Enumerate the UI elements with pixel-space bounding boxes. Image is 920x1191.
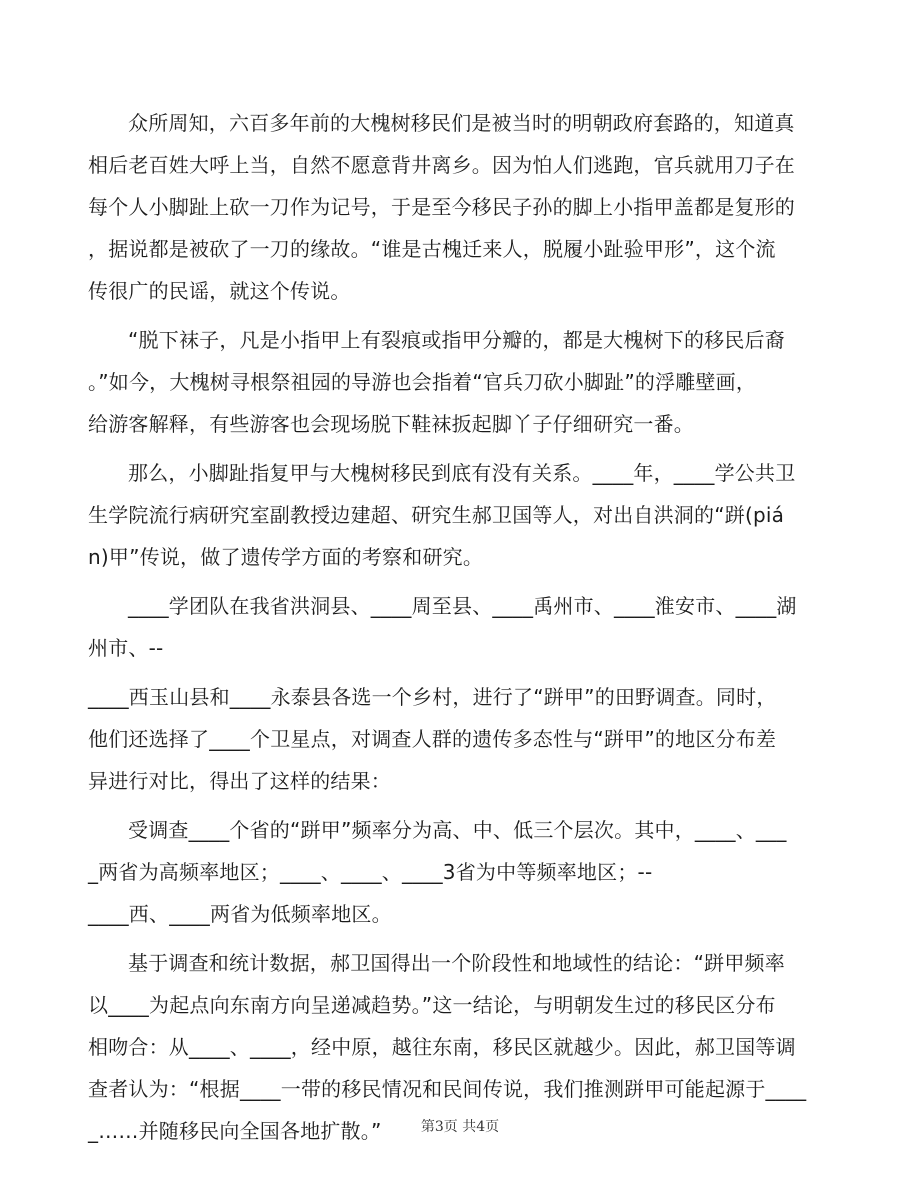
text-line: 州市、-- [88, 636, 164, 660]
text-line: 异进行对比，得出了这样的结果： [88, 769, 391, 793]
document-body [88, 102, 832, 1159]
paragraph-6 [88, 809, 832, 935]
text-line: 传很广的民谣，就这个传说。 [88, 279, 351, 303]
text-line: ____西玉山县和____永泰县各选一个乡村，进行了“跰甲”的田野调查。同时， [88, 685, 777, 709]
paragraph-4 [88, 585, 832, 669]
text-line: 查者认为：“根据____一带的移民情况和民间传说，我们推测跰甲可能起源于____ [88, 1077, 807, 1101]
text-line: _两省为高频率地区；____、____、____3省为中等频率地区；-- [88, 860, 653, 884]
text-line: _……并随移民向全国各地扩散。” [88, 1119, 382, 1143]
paragraph-5 [88, 676, 832, 802]
text-line: 受调查____个省的“跰甲”频率分为高、中、低三个层次。其中，____、___ [128, 818, 787, 842]
paragraph-3 [88, 452, 832, 578]
text-line: 相吻合：从____、____，经中原，越往东南，移民区就越少。因此，郝卫国等调 [88, 1035, 796, 1059]
paragraph-1 [88, 102, 832, 312]
text-line: ____西、____两省为低频率地区。 [88, 902, 392, 926]
text-line: 每个人小脚趾上砍一刀作为记号，于是至今移民子孙的脚上小指甲盖都是复形的 [88, 195, 795, 219]
text-line: 众所周知，六百多年前的大槐树移民们是被当时的明朝政府套路的，知道真 [128, 111, 795, 135]
text-line: 生学院流行病研究室副教授边建超、研究生郝卫国等人，对出自洪洞的“跰(piá [88, 503, 785, 527]
text-line: n)甲”传说，做了遗传学方面的考察和研究。 [88, 545, 484, 569]
text-line: 他们还选择了____个卫星点，对调查人群的遗传多态性与“跰甲”的地区分布差 [88, 727, 777, 751]
text-line: 。”如今，大槐树寻根祭祖园的导游也会指着“官兵刀砍小脚趾”的浮雕壁画， [88, 370, 757, 394]
page-number-footer: 第3页 共4页 [420, 1119, 500, 1135]
text-line: 相后老百姓大呼上当，自然不愿意背井离乡。因为怕人们逃跑，官兵就用刀子在 [88, 153, 795, 177]
paragraph-2 [88, 319, 832, 445]
text-line: “脱下袜子，凡是小指甲上有裂痕或指甲分瓣的，都是大槐树下的移民后裔 [128, 328, 785, 352]
text-line: 以____为起点向东南方向呈递减趋势。”这一结论，与明朝发生过的移民区分布 [88, 993, 776, 1017]
text-line: ____学团队在我省洪洞县、____周至县、____禹州市、____淮安市、____湖 [128, 594, 797, 618]
text-line: 给游客解释，有些游客也会现场脱下鞋袜扳起脚丫子仔细研究一番。 [88, 412, 694, 436]
text-line: 基于调查和统计数据，郝卫国得出一个阶段性和地域性的结论：“跰甲频率 [128, 951, 785, 975]
text-line: 那么，小脚趾指复甲与大槐树移民到底有没有关系。____年，____学公共卫 [128, 461, 796, 485]
text-line: ，据说都是被砍了一刀的缘故。“谁是古槐迁来人，脱履小趾验甲形”，这个流 [88, 237, 776, 261]
